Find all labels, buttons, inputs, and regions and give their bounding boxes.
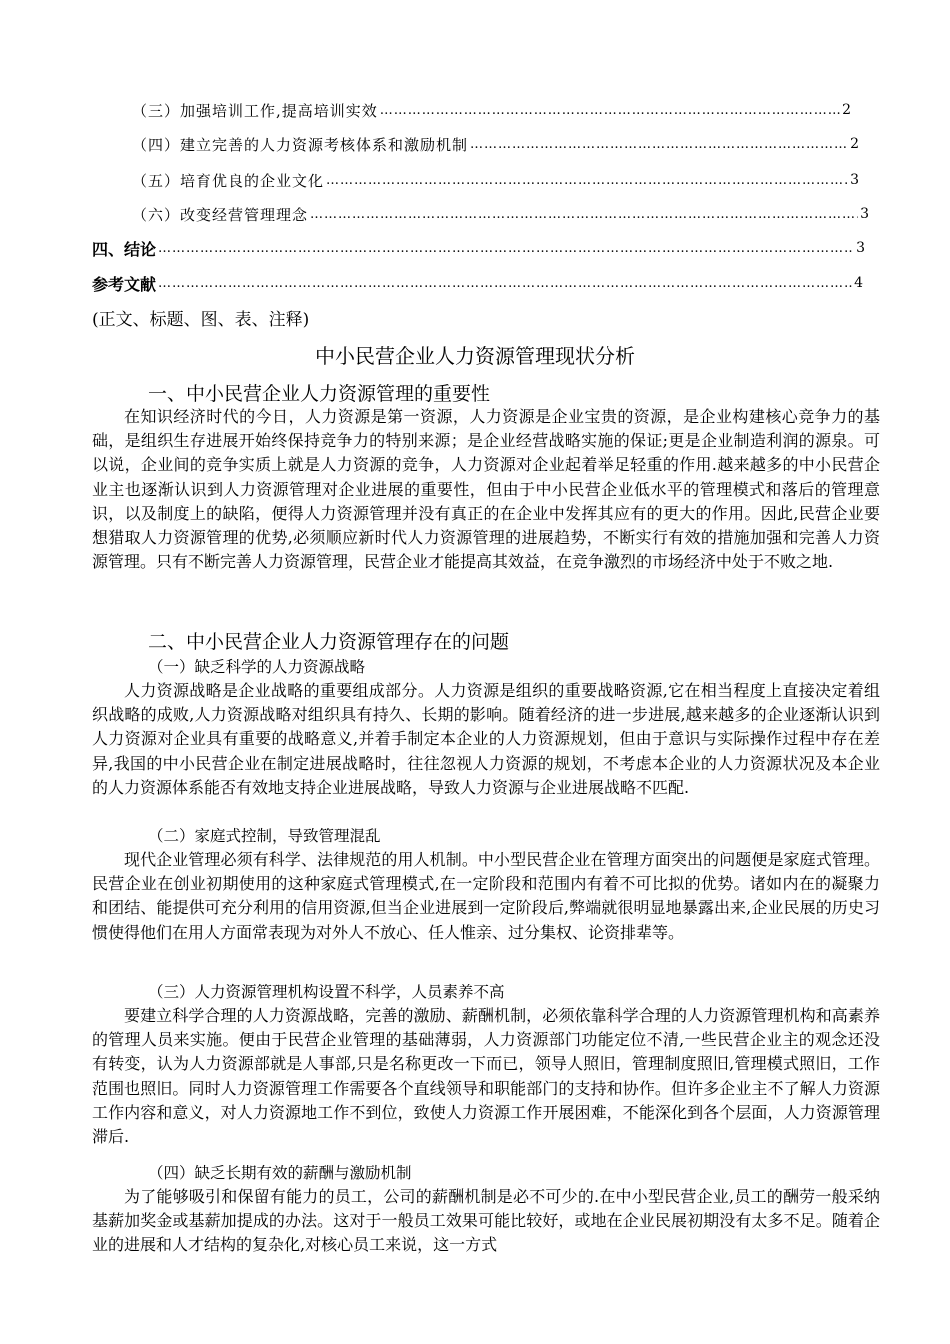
subsection-heading: （三）人力资源管理机构设置不科学，人员素养不高: [148, 983, 505, 1001]
toc-leader-dots: [470, 137, 848, 152]
toc-entry-text: （六）改变经营管理理念: [132, 205, 309, 224]
toc-entry-text: 四、结论: [92, 239, 157, 259]
toc-page-number: 2: [842, 102, 852, 118]
format-note: (正文、标题、图、表、注释): [92, 310, 310, 330]
toc-entry-conclusion[interactable]: [0, 235, 866, 261]
toc-entry-text: （五）培育优良的企业文化: [132, 171, 325, 190]
toc-entry-text: （四）建立完善的人力资源考核体系和激励机制: [132, 135, 469, 154]
toc-entry[interactable]: [0, 201, 870, 227]
body-paragraph: 要建立科学合理的人力资源战略，完善的激励、薪酬机制，必须依靠科学合理的人力资源管理机构和高素养的管理人员来实施。便由于民营企业管理的基础薄弱，人力资源部门功能定位不清,一些民营企业主的观念还没有转变，认为人力资源部就是人事部,只是名称更改一下而已，领导人照旧，管理制度照旧,管理模式照旧，工作范围也照旧。同时人力资源管理工作需要各个直线领导和职能部门的支持和协作。但许多企业主不了解人力资源工作内容和意义，对人力资源地工作不到位，致使人力资源工作开展困难，不能深化到各个层面，人力资源管理滞后.: [92, 1006, 880, 1147]
toc-page-number: 3: [856, 240, 866, 256]
subsection-heading: （一）缺乏科学的人力资源战略: [148, 658, 366, 676]
toc-page-number: 4: [854, 275, 864, 291]
subsection-heading: （四）缺乏长期有效的薪酬与激励机制: [148, 1164, 412, 1182]
body-paragraph: 现代企业管理必须有科学、法律规范的用人机制。中小型民营企业在管理方面突出的问题便是家庭式管理。民营企业在创业初期使用的这种家庭式管理模式,在一定阶段和范围内有着不可比拟的优势。诸如内在的凝聚力和团结、能提供可充分利用的信用资源,但当企业进展到一定阶段后,弊端就很明显地暴露出来,企业民展的历史习惯使得他们在用人方面常表现为对外人不放心、任人惟亲、过分集权、论资排辈等。: [92, 850, 880, 942]
toc-leader-dots: [380, 103, 840, 118]
toc-leader-dots: [326, 173, 848, 188]
section-heading: 二、中小民营企业人力资源管理存在的问题: [148, 631, 510, 653]
body-paragraph: 人力资源战略是企业战略的重要组成部分。人力资源是组织的重要战略资源,它在相当程度上直接决定着组织战略的成败,人力资源战略对组织具有持久、长期的影响。随着经济的进一步进展,越来越多的企业逐渐认识到人力资源对企业具有重要的战略意义,并着手制定本企业的人力资源规划，但由于意识与实际操作过程中存在差异,我国的中小民营企业在制定进展战略时，往往忽视人力资源的规划，不考虑本企业的人力资源状况及本企业的人力资源体系能否有效地支持企业进展战略，导致人力资源与企业进展战略不匹配.: [92, 681, 880, 797]
toc-entry[interactable]: [0, 131, 860, 157]
subsection-heading: （二）家庭式控制，导致管理混乱: [148, 827, 381, 845]
toc-leader-dots: [310, 207, 858, 222]
toc-entry-references[interactable]: [0, 270, 864, 296]
toc-page-number: 3: [860, 206, 870, 222]
document-title: 中小民营企业人力资源管理现状分析: [315, 344, 635, 368]
body-paragraph: 在知识经济时代的今日，人力资源是第一资源，人力资源是企业宝贵的资源，是企业构建核心竞争力的基础，是组织生存进展开始终保持竞争力的特别来源；是企业经营战略实施的保证;更是企业制造利润的源泉。可以说，企业间的竞争实质上就是人力资源的竞争，人力资源对企业起着举足轻重的作用.越来越多的中小民营企业主也逐渐认识到人力资源管理对企业进展的重要性，但由于中小民营企业低水平的管理模式和落后的管理意识，以及制度上的缺陷，便得人力资源管理并没有真正的在企业中发挥其应有的更大的作用。因此,民营企业要想猎取人力资源管理的优势,必须顺应新时代人力资源管理的进展趋势，不断实行有效的措施加强和完善人力资源管理。只有不断完善人力资源管理，民营企业才能提高其效益，在竞争激烈的市场经济中处于不败之地.: [92, 407, 880, 572]
body-paragraph: 为了能够吸引和保留有能力的员工，公司的薪酬机制是必不可少的.在中小型民营企业,员工的酬劳一般采纳基薪加奖金或基薪加提成的办法。这对于一般员工效果可能比较好，或地在企业民展初期没有太多不足。随着企业的进展和人才结构的复杂化,对核心员工来说，这一方式: [92, 1187, 880, 1255]
toc-leader-dots: [158, 241, 854, 256]
toc-entry[interactable]: [0, 97, 852, 123]
toc-entry[interactable]: [0, 167, 860, 193]
toc-page-number: 3: [850, 172, 860, 188]
toc-leader-dots: [158, 276, 852, 291]
toc-entry-text: 参考文献: [92, 274, 157, 294]
section-heading: 一、中小民营企业人力资源管理的重要性: [148, 383, 491, 405]
toc-page-number: 2: [850, 136, 860, 152]
toc-entry-text: （三）加强培训工作,提高培训实效: [132, 101, 378, 120]
